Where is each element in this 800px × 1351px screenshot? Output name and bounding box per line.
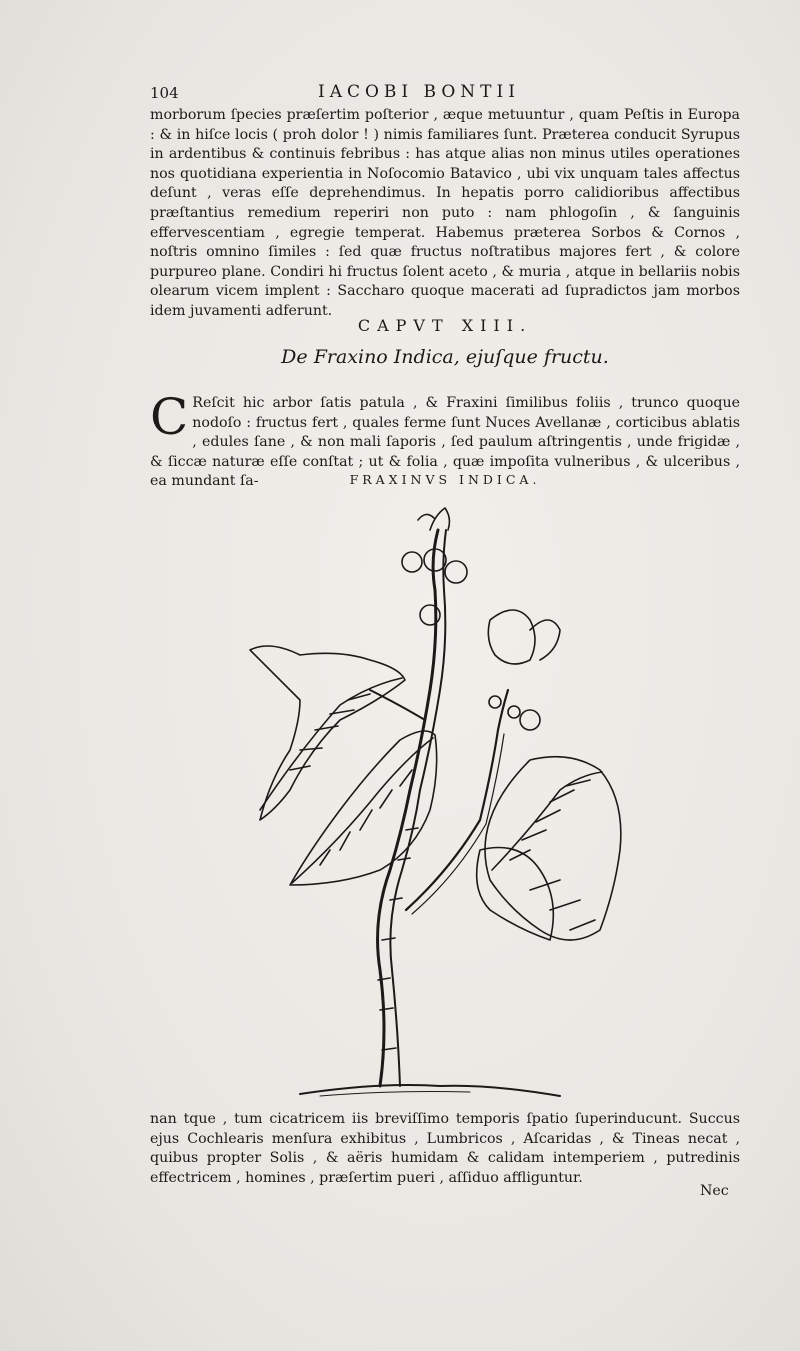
drop-cap-initial: C [150, 388, 189, 446]
catchword: Nec [700, 1183, 729, 1199]
chapter-subtitle: De Fraxino Indica, ejuſque fructu. [281, 346, 609, 368]
paragraph-3: nan tque , tum cicatricem iis breviſſimo temporis ſpatio ſuperinducunt. Succus ejus Cochlearis menſura exhibitus , Lumbricos , Aſcaridas , & Tineas necat , quibus propter Solis , & aëris humidam & calidam intemperiem , putredinis effectricem , homines , præſertim pueri , aſſiduo affliguntur. [150, 1111, 740, 1186]
running-head [150, 82, 740, 106]
woodcut-ash-tree-icon [230, 490, 650, 1110]
figure-caption: FRAXINVS INDICA. [349, 472, 541, 487]
page-number: 104 [150, 84, 179, 102]
chapter-title: CAPVT XIII. [357, 316, 533, 335]
running-title: IACOBI BONTII [318, 82, 520, 102]
paragraph-1: morborum ſpecies præſertim poſterior , æque metuuntur , quam Peſtis in Europa : & in hiſce locis ( proh dolor ! ) nimis familiares ſunt. Præterea conducit Syrupus in ardentibus & continuis febribus : has atque alias non minus utiles operationes nos quotidiana experientia in Noſocomio Batavico , ubi vix unquam tales affectus deſunt , veras eſſe deprehendimus. In hepatis porro calidioribus affectibus præſtantius remedium reperiri non puto : nam phlogoſin , & ſanguinis effervescentiam , egregie temperat. Habemus præterea Sorbos & Cornos , noſtris omnino ſimiles : ſed quæ fructus noſtratibus majores fert , & colore purpureo plane. Condiri hi fructus ſolent aceto , & muria , atque in bellariis nobis olearum vicem implent : Saccharo quoque macerati ad ſupradictos jam morbos idem juvamenti adferunt. [150, 107, 740, 319]
paragraph-2-text: Reſcit hic arbor ſatis patula , & Fraxini ſimilibus foliis , trunco quoque nodoſo : fructus fert , quales ferme ſunt Nuces Avellanæ , corticibus ablatis , edules ſane , & non mali ſaporis , ſed paulum aſtringentis , unde frigidæ , & ſiccæ naturæ eſſe conſtat ; ut & folia , quæ impoſita vulneribus , & ulceribus , ea mundant ſa- [150, 395, 740, 490]
